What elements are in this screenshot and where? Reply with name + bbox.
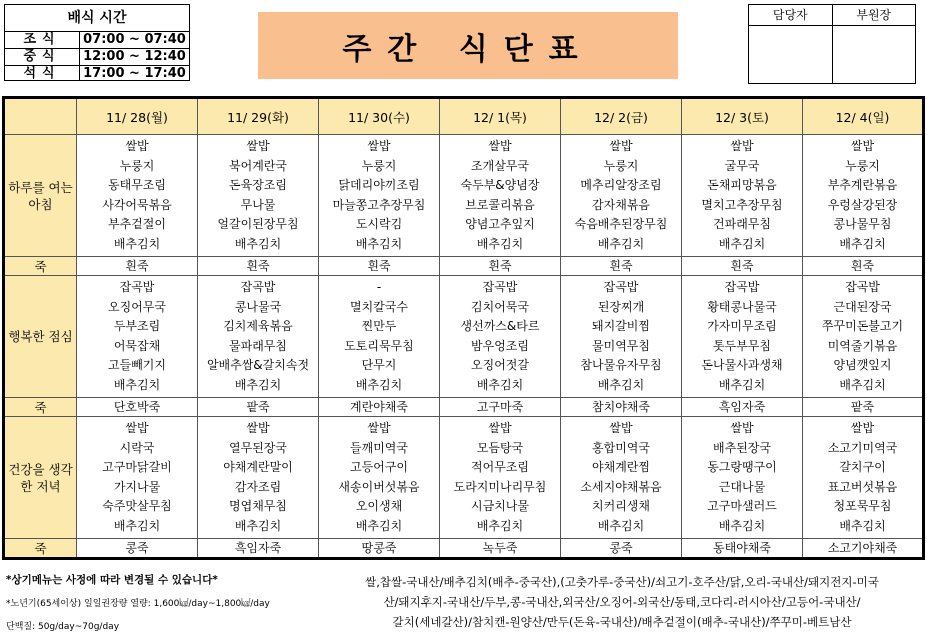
porridge-cell: 녹두죽	[440, 539, 561, 559]
menu-item-list	[319, 417, 439, 538]
porridge-label: 죽	[4, 398, 77, 417]
menu-item: 배추김치	[476, 377, 524, 392]
menu-item-list	[77, 135, 197, 256]
menu-item: 쌀밥	[850, 421, 875, 435]
menu-item: 무나물	[240, 197, 276, 212]
breakfast-porridge-row	[4, 257, 924, 276]
menu-item: 배추김치	[839, 518, 886, 533]
meal-time-label: 조식	[5, 32, 80, 48]
menu-item: 알배추쌈&갈치속젓	[206, 358, 310, 372]
menu-item: 부추계란볶음	[827, 178, 898, 192]
menu-item-list	[440, 417, 560, 538]
menu-cell	[440, 135, 561, 257]
menu-item: 멸치칼국수	[350, 299, 408, 314]
menu-item-list	[440, 276, 560, 397]
menu-item: 소세지야채볶음	[580, 479, 662, 494]
menu-item: 참나물유자무침	[580, 358, 662, 372]
menu-item: 양념고추잎지	[465, 217, 535, 231]
menu-item: 고구마샐러드	[707, 499, 777, 513]
menu-item: 오이생채	[355, 499, 403, 513]
meal-time-value: 12:00 ~ 12:40	[80, 48, 189, 64]
porridge-cell: 팥죽	[198, 398, 319, 417]
approval-header-manager: 담당자	[772, 8, 808, 22]
menu-cell	[198, 276, 319, 398]
menu-item: 가자미무조림	[707, 319, 777, 333]
dinner-row	[4, 417, 924, 539]
menu-item: 쌀밥	[730, 421, 754, 435]
dinner-label: 건강을 생각한 저녁	[4, 417, 77, 539]
menu-item: 근대나물	[718, 479, 766, 494]
menu-cell	[77, 135, 198, 257]
porridge-cell: 흰죽	[319, 257, 440, 276]
footer-notes	[6, 572, 316, 642]
menu-item: 찐만두	[361, 319, 397, 333]
menu-item: 배추김치	[597, 377, 645, 392]
menu-cell	[561, 135, 682, 257]
menu-item: 잡곡밥	[119, 280, 155, 294]
menu-item: 황태콩나물국	[707, 299, 777, 314]
menu-item: 야채계란찜	[592, 460, 650, 474]
menu-item-list	[561, 135, 681, 256]
menu-item: 배추김치	[839, 236, 886, 251]
menu-item: 마늘쫑고추장무침	[332, 197, 426, 212]
menu-item: 돈나물사과생채	[701, 358, 783, 372]
porridge-cell: 소고기야채죽	[803, 539, 924, 559]
menu-item: 쌀밥	[488, 421, 512, 435]
menu-item: 조개살무국	[471, 158, 529, 173]
origin-info	[322, 572, 922, 632]
menu-item-list	[561, 276, 681, 397]
menu-item-list	[682, 276, 802, 397]
meal-time-box	[4, 4, 190, 81]
lunch-row	[4, 276, 924, 398]
porridge-cell: 흰죽	[198, 257, 319, 276]
menu-item: 표고버섯볶음	[827, 479, 898, 494]
menu-item: 돼지갈비찜	[592, 319, 650, 333]
menu-cell	[803, 135, 924, 257]
menu-item: 우렁살강된장	[827, 197, 898, 212]
menu-item: 누룽지	[603, 158, 639, 173]
porridge-cell: 흰죽	[440, 257, 561, 276]
menu-item: 배추김치	[234, 236, 282, 251]
menu-item: 배추김치	[234, 377, 282, 392]
approval-box	[748, 4, 916, 84]
day-header: 12/ 4(일)	[803, 98, 924, 135]
menu-item: 배추김치	[113, 236, 161, 251]
day-header: 11/ 29(화)	[198, 98, 319, 135]
meal-time-value: 07:00 ~ 07:40	[83, 32, 186, 47]
menu-item-list	[198, 417, 318, 538]
menu-item-list	[77, 276, 197, 397]
porridge-cell: 참치야채죽	[561, 398, 682, 417]
menu-item: 단무지	[361, 358, 397, 372]
menu-item: 생선까스&타르	[460, 319, 540, 333]
lunch-label: 행복한 점심	[4, 276, 77, 398]
menu-cell	[561, 417, 682, 539]
meal-time-row	[5, 65, 189, 81]
menu-item: 쌀밥	[609, 421, 633, 435]
menu-item: 물파래무침	[229, 338, 287, 353]
menu-item: 돈육장조림	[229, 178, 287, 192]
menu-item: 새송이버섯볶음	[338, 479, 420, 494]
menu-item: 얼갈이된장무침	[217, 217, 299, 231]
menu-item-list	[561, 417, 681, 538]
porridge-cell: 흰죽	[682, 257, 803, 276]
meal-time-label: 중식	[5, 48, 80, 64]
menu-item: 잡곡밥	[482, 280, 518, 294]
menu-item: 닭데리야끼조림	[338, 178, 420, 192]
origin-line: 갈치(세네갈산)/참치캔-원양산/만두(돈육-국내산)/배추겉절이(배추-국내산)/쭈꾸미-베트남산	[392, 615, 852, 629]
day-header: 11/ 30(수)	[319, 98, 440, 135]
menu-item-list	[440, 135, 560, 256]
menu-item-list	[198, 276, 318, 397]
menu-item: 굴무국	[724, 158, 760, 173]
menu-item: 배추김치	[113, 377, 161, 392]
menu-item: 쌀밥	[367, 421, 391, 435]
porridge-cell: 동태야채죽	[682, 539, 803, 559]
menu-item: 쌀밥	[246, 139, 270, 153]
menu-item: 사각어묵볶음	[102, 197, 172, 212]
menu-item: 동그랑땡구이	[707, 460, 777, 474]
menu-cell	[319, 135, 440, 257]
menu-item: 누룽지	[361, 158, 397, 173]
menu-item: 시금치나물	[471, 499, 529, 513]
dinner-porridge-row	[4, 539, 924, 559]
menu-item: 감자조림	[234, 479, 282, 494]
menu-item: 홍합미역국	[592, 440, 650, 455]
menu-item-list	[319, 276, 439, 397]
menu-item: 멸치고추장무침	[701, 197, 783, 212]
porridge-cell: 콩죽	[77, 539, 198, 559]
day-header: 12/ 2(금)	[561, 98, 682, 135]
porridge-cell: 단호박죽	[77, 398, 198, 417]
menu-item: 배추김치	[476, 518, 524, 533]
menu-item: 브로콜리볶음	[465, 197, 535, 212]
meal-time-value: 17:00 ~ 17:40	[80, 65, 189, 81]
menu-item: 건파래무침	[713, 217, 771, 231]
meal-time-label: 석식	[5, 65, 80, 81]
menu-item: 김치어묵국	[471, 299, 529, 314]
menu-item: 쌀밥	[246, 421, 270, 435]
meal-time-title: 배식 시간	[5, 5, 189, 32]
porridge-cell: 콩죽	[561, 539, 682, 559]
menu-item: 배추김치	[234, 518, 282, 533]
menu-item: 메추리알장조림	[580, 178, 662, 192]
menu-item: 고들빼기지	[108, 358, 166, 372]
menu-item: 미역줄기볶음	[827, 338, 898, 353]
menu-item: 시락국	[119, 440, 155, 455]
menu-item: 양념깻잎지	[833, 358, 892, 372]
menu-item: 배추김치	[597, 236, 645, 251]
menu-item: 적어무조림	[471, 460, 529, 474]
menu-item: 쌀밥	[125, 421, 149, 435]
menu-item: 밤우엉조림	[471, 338, 529, 353]
menu-item: 소고기미역국	[827, 440, 898, 455]
menu-item: 누룽지	[119, 158, 155, 173]
menu-item: 톳두부무침	[713, 338, 771, 353]
menu-cell	[682, 417, 803, 539]
meal-time-row	[5, 48, 189, 64]
porridge-label: 죽	[4, 257, 77, 276]
menu-item: 배추김치	[476, 236, 524, 251]
day-header: 12/ 3(토)	[682, 98, 803, 135]
breakfast-row	[4, 135, 924, 257]
menu-item: 감자채볶음	[592, 197, 650, 212]
menu-cell	[803, 276, 924, 398]
porridge-label: 죽	[4, 539, 77, 559]
menu-item-list	[682, 135, 802, 256]
menu-item: 배추김치	[718, 236, 766, 251]
menu-item: 쌀밥	[125, 139, 149, 153]
menu-item: 고구마닭갈비	[102, 460, 172, 474]
menu-item: 배추김치	[839, 377, 886, 392]
menu-item: 야채계란말이	[223, 460, 293, 474]
menu-item: 동태무조림	[108, 178, 166, 192]
menu-item: 가지나물	[113, 479, 161, 494]
menu-item-list	[803, 417, 922, 538]
porridge-cell: 흰죽	[803, 257, 924, 276]
menu-cell	[319, 417, 440, 539]
menu-item-list	[803, 276, 922, 397]
menu-cell	[198, 417, 319, 539]
menu-item: 콩나물국	[234, 299, 282, 314]
menu-item-list	[803, 135, 922, 256]
menu-item: 배추김치	[355, 518, 403, 533]
menu-item: 들깨미역국	[350, 440, 408, 455]
porridge-cell: 계란야채죽	[319, 398, 440, 417]
menu-item: 물미역무침	[592, 338, 650, 353]
porridge-cell: 땅콩죽	[319, 539, 440, 559]
menu-item: 배추김치	[355, 236, 403, 251]
menu-cell	[561, 276, 682, 398]
page-title: 주간 식단표	[258, 12, 678, 79]
menu-item-list	[77, 417, 197, 538]
approval-sign-manager[interactable]	[749, 26, 832, 83]
menu-item: 치커리생채	[592, 499, 650, 513]
menu-cell	[198, 135, 319, 257]
menu-item: 잡곡밥	[603, 280, 639, 294]
menu-item: 쌀밥	[488, 139, 512, 153]
origin-line: 쌀,찹쌀-국내산/배추김치(배추-중국산),(고춧가루-중국산)/쇠고기-호주산/닭,오리-국내산/돼지전지-미국	[365, 575, 879, 589]
menu-cell	[319, 276, 440, 398]
menu-item: 배추김치	[355, 377, 403, 392]
menu-change-note: *상기메뉴는 사정에 따라 변경될 수 있습니다*	[6, 574, 218, 586]
menu-body	[4, 98, 924, 559]
porridge-cell: 흑임자죽	[682, 398, 803, 417]
calorie-note: *노년기(65세이상) 일일권장량 열량: 1,600㎉/day~1,800㎉/day	[6, 599, 270, 609]
menu-item: 배추된장국	[713, 440, 771, 455]
menu-item: 잡곡밥	[845, 280, 880, 294]
menu-item: 오징어무국	[108, 299, 166, 314]
menu-item: 쌀밥	[730, 139, 754, 153]
porridge-cell: 흑임자죽	[198, 539, 319, 559]
lunch-porridge-row	[4, 398, 924, 417]
menu-item: 숙음배추된장무침	[574, 217, 668, 231]
menu-item: 쌀밥	[367, 139, 391, 153]
menu-item: 김치제육볶음	[223, 319, 293, 333]
menu-item: 명엽채무침	[229, 499, 287, 513]
menu-cell	[77, 417, 198, 539]
menu-item: 도토리묵무침	[344, 338, 414, 353]
breakfast-label: 하루를 여는 아침	[4, 135, 77, 257]
protein-note: 단백질: 50g/day~70g/day	[6, 622, 120, 632]
porridge-cell: 고구마죽	[440, 398, 561, 417]
menu-item: 된장찌개	[597, 299, 645, 314]
approval-sign-area	[749, 26, 915, 83]
menu-item: 쭈꾸미돈불고기	[821, 319, 904, 333]
menu-cell	[440, 417, 561, 539]
menu-item: 오징어젓갈	[471, 358, 529, 372]
header-corner	[4, 98, 77, 135]
menu-item: 숙주맛살무침	[102, 499, 172, 513]
menu-item: 돈채피망볶음	[707, 178, 777, 192]
day-header: 12/ 1(목)	[440, 98, 561, 135]
menu-item: 누룽지	[845, 158, 880, 173]
menu-cell	[682, 276, 803, 398]
menu-item: 고등어구이	[350, 460, 408, 474]
meal-time-row	[5, 32, 189, 48]
menu-item: 배추김치	[718, 518, 766, 533]
menu-item: 배추김치	[597, 518, 645, 533]
menu-item: 두부조림	[113, 319, 161, 333]
menu-item: 콩나물무침	[833, 217, 892, 231]
menu-item-list	[198, 135, 318, 256]
menu-item-list	[319, 135, 439, 256]
menu-item: 근대된장국	[833, 299, 892, 314]
menu-item: 배추김치	[718, 377, 766, 392]
menu-item: 쌀밥	[850, 139, 875, 153]
menu-item: 어묵잡채	[113, 338, 161, 353]
menu-cell	[440, 276, 561, 398]
menu-item: 갈치구이	[839, 460, 886, 474]
menu-item: 배추김치	[113, 518, 161, 533]
weekly-menu-table	[2, 96, 925, 560]
menu-item: 잡곡밥	[724, 280, 760, 294]
menu-cell	[682, 135, 803, 257]
day-header: 11/ 28(월)	[77, 98, 198, 135]
approval-header-vice-director: 부원장	[832, 5, 916, 25]
approval-header	[749, 5, 915, 26]
porridge-cell: 팥죽	[803, 398, 924, 417]
menu-item: -	[376, 280, 382, 294]
menu-item: 도시락김	[355, 217, 403, 231]
menu-item-list	[682, 417, 802, 538]
approval-sign-vice-director[interactable]	[832, 26, 916, 83]
menu-item: 청포묵무침	[833, 499, 892, 513]
menu-cell	[803, 417, 924, 539]
menu-item: 북어계란국	[229, 158, 287, 173]
menu-cell	[77, 276, 198, 398]
porridge-cell: 흰죽	[561, 257, 682, 276]
header-row	[4, 98, 924, 135]
menu-item: 잡곡밥	[240, 280, 276, 294]
menu-item: 열무된장국	[229, 440, 287, 455]
menu-item: 쌀밥	[609, 139, 633, 153]
porridge-cell: 흰죽	[77, 257, 198, 276]
menu-item: 숙두부&양념장	[460, 178, 540, 192]
menu-item: 모듬탕국	[476, 440, 524, 455]
menu-item: 부추겉절이	[108, 217, 166, 231]
menu-item: 도라지미나리무침	[453, 479, 547, 494]
origin-line: 산/돼지후지-국내산/두부,콩-국내산,외국산/오징어-외국산/동태,코다리-러시아산/고등어-국내산/	[383, 595, 861, 609]
